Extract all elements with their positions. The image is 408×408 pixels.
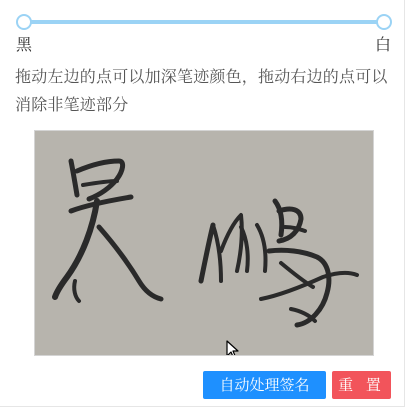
slider-label-black: 黑 [16,35,33,54]
threshold-range-slider[interactable] [16,12,392,32]
slider-track[interactable] [24,20,384,24]
auto-process-signature-button[interactable]: 自动处理签名 [203,371,326,399]
signature-ink-icon [35,131,373,355]
slider-handle-right[interactable] [376,14,392,30]
signature-image [34,130,374,356]
slider-handle-left[interactable] [16,14,32,30]
reset-button[interactable]: 重 置 [332,371,391,399]
instruction-text: 拖动左边的点可以加深笔迹颜色，拖动右边的点可以消除非笔迹部分 [15,67,388,114]
mouse-pointer-icon [226,340,240,356]
slider-label-white: 白 [375,35,392,54]
